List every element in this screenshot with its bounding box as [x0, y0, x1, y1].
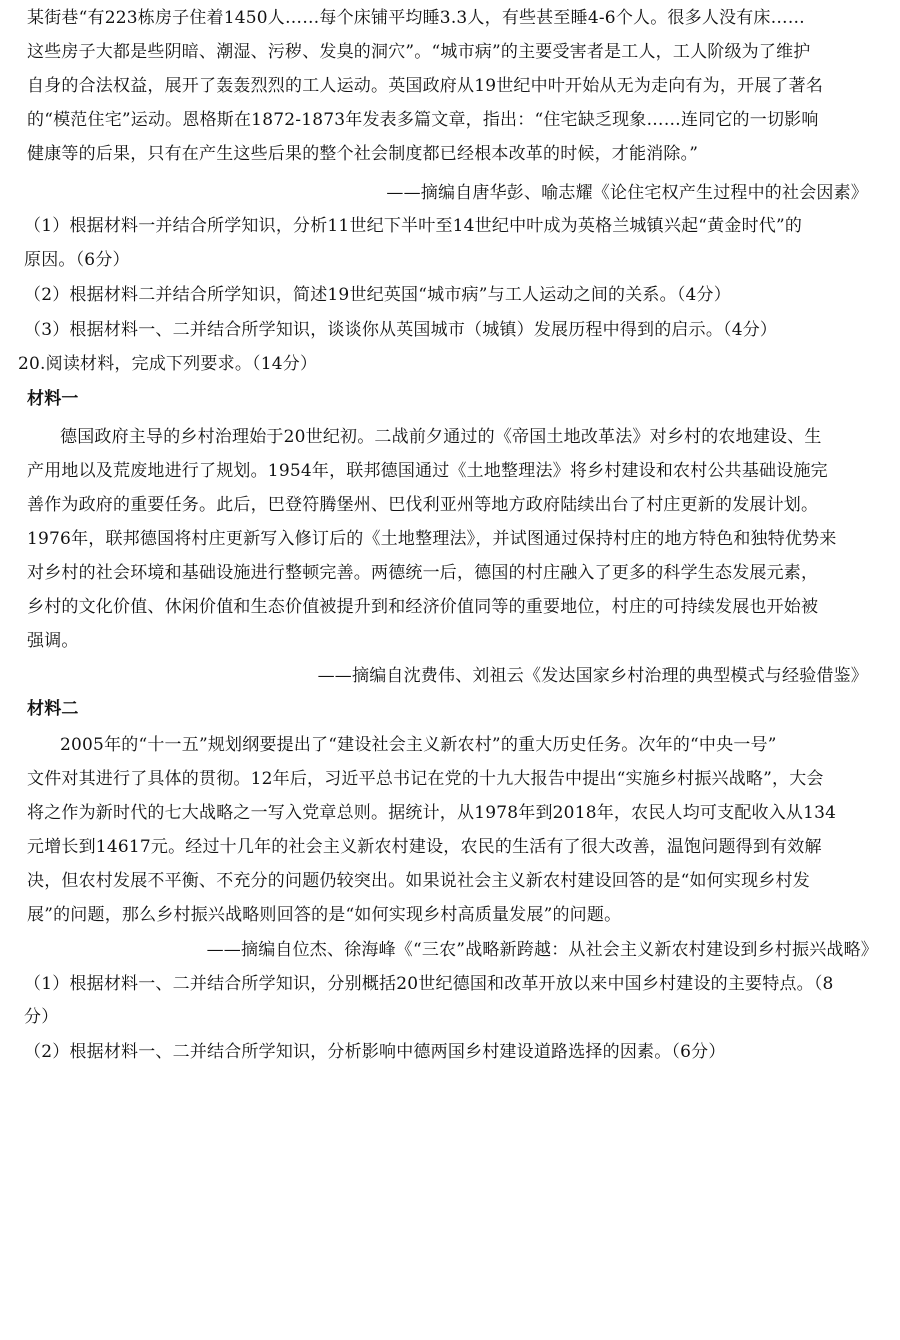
q20-material2-line: 文件对其进行了具体的贯彻。12年后，习近平总书记在党的十九大报告中提出“实施乡村振兴战略”，大会: [27, 769, 824, 789]
q20-material2-line: 展”的问题，那么乡村振兴战略则回答的是“如何实现乡村高质量发展”的问题。: [27, 905, 622, 925]
q20-material1-line: 乡村的文化价值、休闲价值和生态价值被提升到和经济价值同等的重要地位，村庄的可持续发展也开始被: [27, 597, 819, 617]
q20-material2-line: 元增长到14617元。经过十几年的社会主义新农村建设，农民的生活有了很大改善，温饱问题得到有效解: [27, 837, 822, 857]
q20-material1-heading: 材料一: [27, 389, 79, 409]
q20-material1-line: 强调。: [27, 631, 79, 651]
q19-material-line: 健康等的后果，只有在产生这些后果的整个社会制度都已经根本改革的时候，才能消除。”: [27, 144, 699, 164]
q19-question-1-cont: 原因。（6分）: [24, 250, 130, 270]
q20-material2-source: ——摘编自位杰、徐海峰《“三农”战略新跨越：从社会主义新农村建设到乡村振兴战略》: [206, 940, 878, 960]
q19-material-line: 的“模范住宅”运动。恩格斯在1872-1873年发表多篇文章，指出：“住宅缺乏现象……连同它的一切影响: [27, 110, 819, 130]
q20-material1-line: 1976年，联邦德国将村庄更新写入修订后的《土地整理法》，并试图通过保持村庄的地方特色和独特优势来: [27, 529, 837, 549]
q20-question-1: （1）根据材料一、二并结合所学知识，分别概括20世纪德国和改革开放以来中国乡村建设的主要特点。（8: [24, 974, 834, 994]
q20-material2-heading: 材料二: [27, 699, 79, 719]
q19-material-line: 自身的合法权益，展开了轰轰烈烈的工人运动。英国政府从19世纪中叶开始从无为走向有为，开展了著名: [27, 76, 824, 96]
q20-material2-line: 决，但农村发展不平衡、不充分的问题仍较突出。如果说社会主义新农村建设回答的是“如何实现乡村发: [27, 871, 810, 891]
q19-material-line: 某街巷“有223栋房子住着1450人……每个床铺平均睡3.3人，有些甚至睡4-6个人。很多人没有床……: [27, 8, 806, 28]
q20-question-2: （2）根据材料一、二并结合所学知识，分析影响中德两国乡村建设道路选择的因素。（6分）: [24, 1042, 726, 1062]
q19-question-3: （3）根据材料一、二并结合所学知识，谈谈你从英国城市（城镇）发展历程中得到的启示。（4分）: [24, 320, 778, 340]
q20-material1-line: 德国政府主导的乡村治理始于20世纪初。二战前夕通过的《帝国土地改革法》对乡村的农地建设、生: [60, 427, 822, 447]
q20-material1-line: 产用地以及荒废地进行了规划。1954年，联邦德国通过《土地整理法》将乡村建设和农村公共基础设施完: [27, 461, 828, 481]
q19-question-1: （1）根据材料一并结合所学知识，分析11世纪下半叶至14世纪中叶成为英格兰城镇兴起“黄金时代”的: [24, 216, 803, 236]
q20-title: 20.阅读材料，完成下列要求。（14分）: [18, 354, 318, 374]
q20-question-1-cont: 分）: [24, 1007, 59, 1027]
q20-material2-line: 将之作为新时代的七大战略之一写入党章总则。据统计，从1978年到2018年，农民人均可支配收入从134: [27, 803, 837, 823]
q19-question-2: （2）根据材料二并结合所学知识，简述19世纪英国“城市病”与工人运动之间的关系。（4分）: [24, 285, 731, 305]
q19-material-line: 这些房子大都是些阴暗、潮湿、污秽、发臭的洞穴”。“城市病”的主要受害者是工人，工人阶级为了维护: [27, 42, 811, 62]
q20-material2-line: 2005年的“十一五”规划纲要提出了“建设社会主义新农村”的重大历史任务。次年的“中央一号”: [60, 735, 777, 755]
q20-material1-line: 对乡村的社会环境和基础设施进行整顿完善。两德统一后，德国的村庄融入了更多的科学生态发展元素，: [27, 563, 819, 583]
q19-source-citation: ——摘编自唐华彭、喻志耀《论住宅权产生过程中的社会因素》: [386, 183, 868, 203]
q20-material1-line: 善作为政府的重要任务。此后，巴登符腾堡州、巴伐利亚州等地方政府陆续出台了村庄更新的发展计划。: [27, 495, 819, 515]
q20-material1-source: ——摘编自沈费伟、刘祖云《发达国家乡村治理的典型模式与经验借鉴》: [317, 666, 868, 686]
